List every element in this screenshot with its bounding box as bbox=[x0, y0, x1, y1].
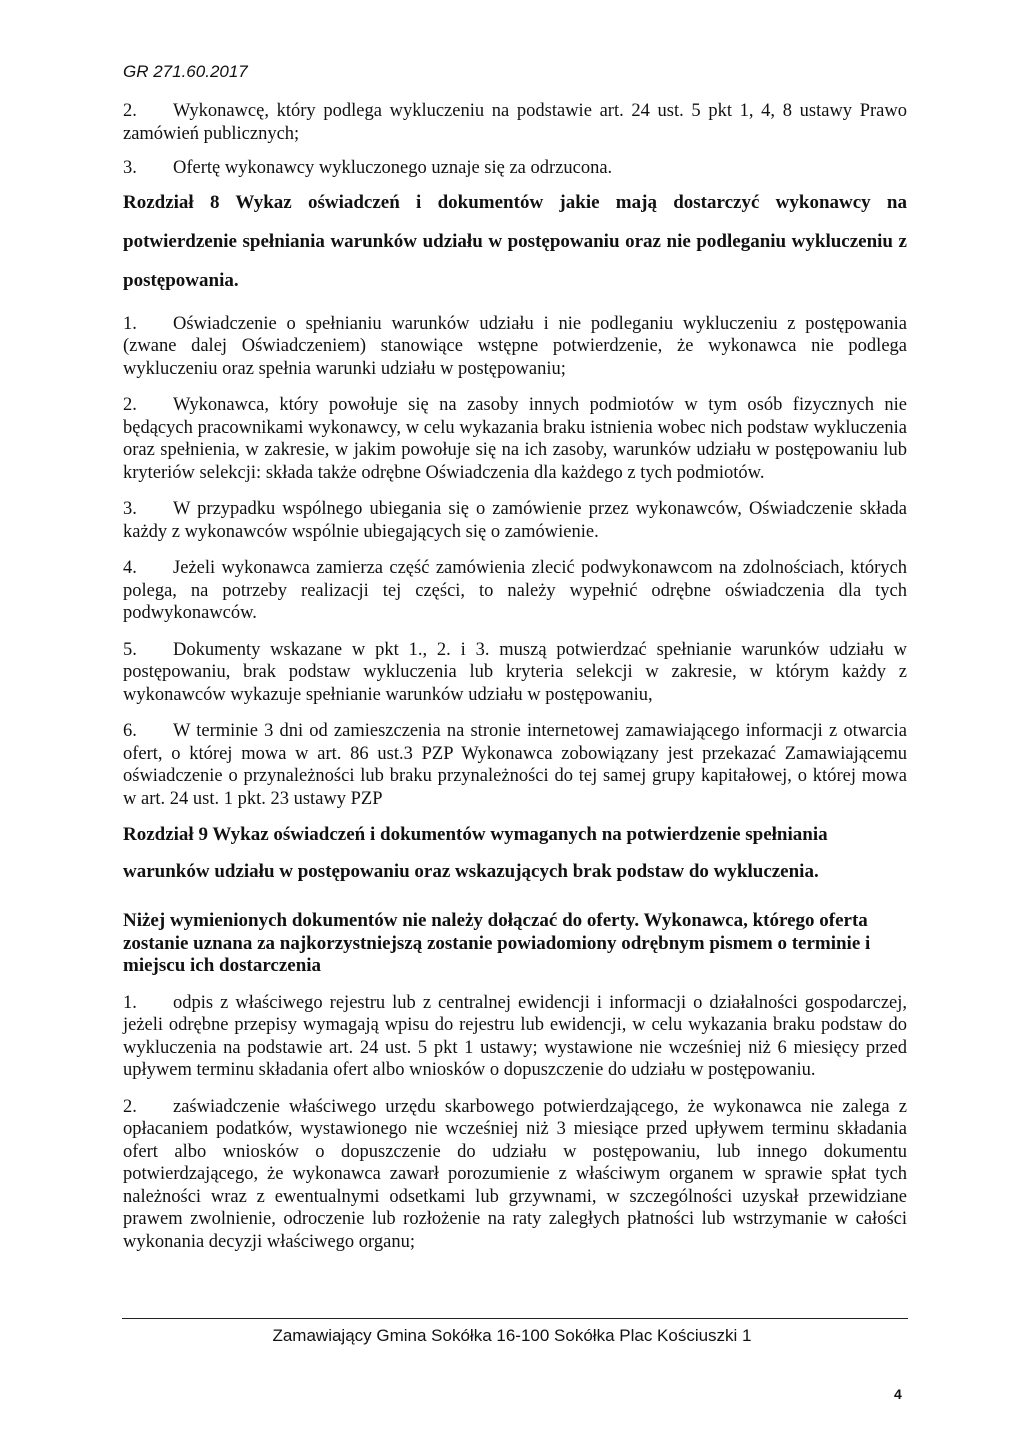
item-text: Jeżeli wykonawca zamierza część zamówienia zlecić podwykonawcom na zdolnościach, których polega, na potrzeby realizacji tej części, to należy wypełnić odrębne oświadczenia dla tych podwykonawców. bbox=[123, 558, 907, 623]
section-9-heading: Rozdział 9 Wykaz oświadczeń i dokumentów wymaganych na potwierdzenie spełniania warunków udziału w postępowaniu oraz wskazujących brak podstaw do wykluczenia. bbox=[123, 824, 828, 882]
list-item bbox=[123, 720, 907, 810]
item-number: 1. bbox=[123, 992, 137, 1013]
item-number: 5. bbox=[123, 639, 137, 660]
item-number: 2. bbox=[123, 1096, 137, 1117]
list-item bbox=[123, 313, 907, 381]
item-text: Dokumenty wskazane w pkt 1., 2. i 3. muszą potwierdzać spełnianie warunków udziału w postępowaniu, brak podstaw wykluczenia lub kryteria selekcji w zakresie, w którym każdy z wykonawców wykazuje spełnianie warunków udziału w postępowaniu, bbox=[123, 639, 907, 705]
list-item bbox=[123, 992, 907, 1082]
item-number: 3. bbox=[123, 158, 137, 178]
item-text: Wykonawca, który powołuje się na zasoby innych podmiotów w tym osób fizycznych nie będących pracownikami wykonawcy, w celu wykazania braku istnienia wobec nich podstaw wykluczenia oraz spełnienia, w zakresie, w jakim powołuje się na ich zasoby, warunków udziału w postępowaniu lub kryteriów selekcji: składa także odrębne Oświadczenia dla każdego z tych podmiotów. bbox=[123, 395, 907, 483]
item-text: W terminie 3 dni od zamieszczenia na stronie internetowej zamawiającego informacji z otwarcia ofert, o której mowa w art. 86 ust.3 PZP Wykonawca zobowiązany jest przekazać Zamawiającemu oświadczenie o przynależności lub braku przynależności do tej samej grupy kapitałowej, o której mowa w art. 24 ust. 1 pkt. 23 ustawy PZP bbox=[123, 721, 907, 809]
footer-address: Zamawiający Gmina Sokółka 16-100 Sokółka Plac Kościuszki 1 bbox=[272, 1326, 752, 1345]
list-item bbox=[123, 394, 907, 484]
footer-divider bbox=[122, 1318, 908, 1319]
item-text: Wykonawcę, który podlega wykluczeniu na podstawie art. 24 ust. 5 pkt 1, 4, 8 ustawy Prawo zamówień publicznych; bbox=[123, 101, 907, 144]
item-number: 2. bbox=[123, 101, 137, 121]
document-reference: GR 271.60.2017 bbox=[123, 62, 248, 81]
list-item bbox=[123, 639, 907, 707]
list-item bbox=[123, 557, 907, 625]
item-number: 1. bbox=[123, 313, 137, 334]
item-number: 4. bbox=[123, 558, 137, 578]
item-number: 2. bbox=[123, 395, 137, 415]
list-item bbox=[123, 498, 907, 543]
item-number: 3. bbox=[123, 499, 137, 519]
item-text: zaświadczenie właściwego urzędu skarbowego potwierdzającego, że wykonawca nie zalega z opłacaniem podatków, wystawionego nie wcześniej niż 3 miesiące przed upływem terminu składania ofert albo wniosków o dopuszczenie do udziału w postępowaniu, lub innego dokumentu potwierdzającego, że wykonawca zawarł porozumienie z właściwym organem w sprawie spłat tych należności wraz z ewentualnymi odsetkami lub grzywnami, w szczególności uzyskał przewidziane prawem zwolnienie, odroczenie lub rozłożenie na raty zaległych płatności lub wstrzymanie w całości wykonania decyzji właściwego organu; bbox=[123, 1096, 907, 1252]
item-text: odpis z właściwego rejestru lub z centralnej ewidencji i informacji o działalności gospodarczej, jeżeli odrębne przepisy wymagają wpisu do rejestru lub ewidencji, w celu wykazania braku podstaw do wykluczenia na podstawie art. 24 ust. 5 pkt 1 ustawy; wystawione nie wcześniej niż 6 miesięcy przed upływem terminu składania ofert albo wniosków o dopuszczenie do udziału w postępowaniu. bbox=[123, 992, 907, 1080]
list-item bbox=[123, 1096, 907, 1254]
item-text: Oświadczenie o spełnianiu warunków udziału i nie podleganiu wykluczeniu z postępowania (zwane dalej Oświadczeniem) stanowiące wstępne potwierdzenie, że wykonawca nie podlega wykluczeniu oraz spełnia warunki udziału w postępowaniu; bbox=[123, 313, 907, 379]
list-item bbox=[123, 157, 907, 180]
section-9-notice: Niżej wymienionych dokumentów nie należy dołączać do oferty. Wykonawca, którego oferta zostanie uznana za najkorzystniejszą zostanie powiadomiony odrębnym pismem o terminie i miejscu ich dostarczenia bbox=[123, 910, 871, 976]
page-number: 4 bbox=[894, 1386, 902, 1402]
section-8-heading: Rozdział 8 Wykaz oświadczeń i dokumentów jakie mają dostarczyć wykonawcy na potwierdzenie spełniania warunków udziału w postępowaniu oraz nie podleganiu wykluczeniu z postępowania. bbox=[123, 191, 907, 291]
document-body bbox=[123, 100, 907, 1253]
list-item bbox=[123, 100, 907, 145]
item-number: 6. bbox=[123, 721, 137, 741]
item-text: Ofertę wykonawcy wykluczonego uznaje się za odrzucona. bbox=[173, 158, 613, 178]
item-text: W przypadku wspólnego ubiegania się o zamówienie przez wykonawców, Oświadczenie składa każdy z wykonawców wspólnie ubiegających się o zamówienie. bbox=[123, 499, 907, 542]
